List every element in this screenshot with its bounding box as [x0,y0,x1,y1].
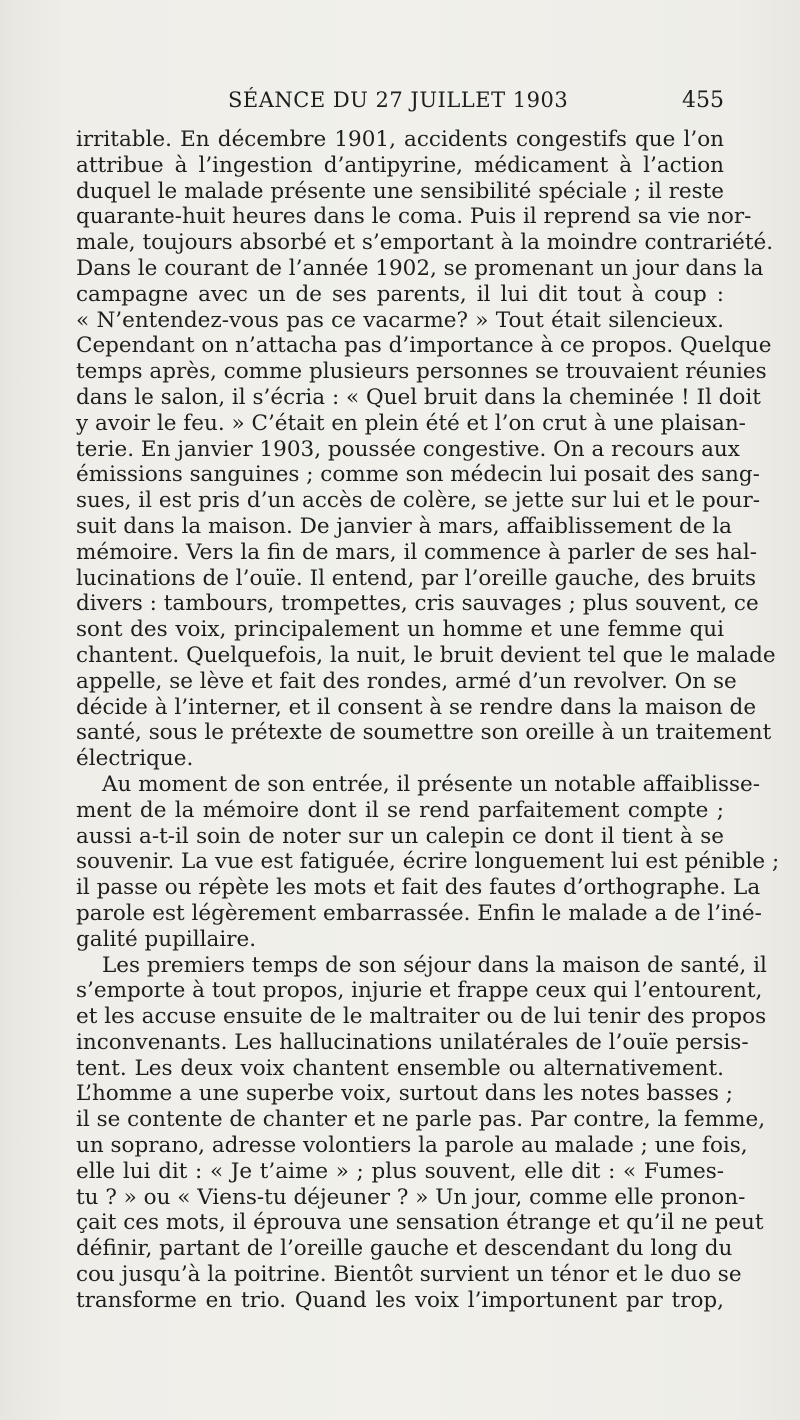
text-line: « N’entendez-vous pas ce vacarme? » Tout était silencieux. [76,307,724,333]
text-line: galité pupillaire. [76,926,257,952]
text-line: et les accuse ensuite de le maltraiter ou de lui tenir des propos [76,1004,767,1030]
text-line: çait ces mots, il éprouva une sensation étrange et qu’il ne peut [76,1210,764,1236]
text-line: décide à l’interner, et il consent à se rendre dans la maison de [76,694,757,720]
text-line: cou jusqu’à la poitrine. Bientôt survient un ténor et le duo se [76,1262,742,1288]
text-line: suit dans la maison. De janvier à mars, affaiblissement de la [76,513,732,539]
page-number: 455 [682,88,724,113]
text-line: il passe ou répète les mots et fait des fautes d’orthographe. La [76,875,761,901]
text-line: Cependant on n’attacha pas d’importance à ce propos. Quelque [76,333,772,359]
text-line: définir, partant de l’oreille gauche et descendant du long du [76,1236,733,1262]
text-line: Dans le courant de l’année 1902, se promenant un jour dans la [76,255,764,281]
text-line: terie. En janvier 1903, poussée congestive. On a recours aux [76,436,740,462]
text-line: électrique. [76,746,194,772]
text-line: attribue à l’ingestion d’antipyrine, médicament à l’action [76,152,724,178]
text-line: L’homme a une superbe voix, surtout dans les notes basses ; [76,1081,734,1107]
text-line: lucinations de l’ouïe. Il entend, par l’oreille gauche, des bruits [76,565,757,591]
text-line: temps après, comme plusieurs personnes se trouvaient réunies [76,359,767,385]
text-line: quarante-huit heures dans le coma. Puis il reprend sa vie nor- [76,204,752,230]
text-line: mémoire. Vers la fin de mars, il commence à parler de ses hal- [76,539,757,565]
text-line: un soprano, adresse volontiers la parole au malade ; une fois, [76,1133,748,1159]
text-line: y avoir le feu. » C’était en plein été et l’on crut à une plaisan- [76,410,746,436]
text-line: chantent. Quelquefois, la nuit, le bruit devient tel que le malade [76,642,776,668]
text-line: il se contente de chanter et ne parle pas. Par contre, la femme, [76,1107,766,1133]
text-line: elle lui dit : « Je t’aime » ; plus souvent, elle dit : « Fumes- [76,1158,724,1184]
text-line: transforme en trio. Quand les voix l’importunent par trop, [76,1287,724,1313]
text-line: Au moment de son entrée, il présente un notable affaiblisse- [102,771,761,797]
paragraph [76,771,780,953]
text-line: dans le salon, il s’écria : « Quel bruit dans la cheminée ! Il doit [76,384,761,410]
text-line: tent. Les deux voix chantent ensemble ou alternativement. [76,1055,724,1081]
running-header [76,88,724,118]
text-line: souvenir. La vue est fatiguée, écrire longuement lui est pénible ; [76,849,780,875]
text-line: émissions sanguines ; comme son médecin lui posait des sang- [76,462,760,488]
text-line: sont des voix, principalement un homme et une femme qui [76,617,724,643]
text-line: campagne avec un de ses parents, il lui dit tout à coup : [76,281,724,307]
text-line: divers : tambours, trompettes, cris sauvages ; plus souvent, ce [76,591,759,617]
text-line: s’emporte à tout propos, injurie et frappe ceux qui l’entourent, [76,978,763,1004]
text-line: aussi a-t-il soin de noter sur un calepin ce dont il tient à se [76,823,724,849]
text-line: appelle, se lève et fait des rondes, armé d’un revolver. On se [76,668,737,694]
text-line: Les premiers temps de son séjour dans la maison de santé, il [102,952,767,978]
text-line: inconvenants. Les hallucinations unilatérales de l’ouïe persis- [76,1029,749,1055]
body-text [76,127,780,1314]
text-line: ment de la mémoire dont il se rend parfaitement compte ; [76,797,724,823]
text-line: parole est légèrement embarrassée. Enfin le malade a de l’iné- [76,900,762,926]
paragraph [76,952,767,1314]
header-title: SÉANCE DU 27 JUILLET 1903 [228,88,569,112]
text-line: sues, il est pris d’un accès de colère, se jette sur lui et le pour- [76,488,761,514]
text-line: santé, sous le prétexte de soumettre son oreille à un traitement [76,720,772,746]
text-line: duquel le malade présente une sensibilité spéciale ; il reste [76,178,724,204]
text-line: irritable. En décembre 1901, accidents congestifs que l’on [76,127,724,152]
text-line: male, toujours absorbé et s’emportant à la moindre contrariété. [76,230,774,256]
text-line: tu ? » ou « Viens-tu déjeuner ? » Un jour, comme elle pronon- [76,1184,746,1210]
paragraph [76,127,776,772]
